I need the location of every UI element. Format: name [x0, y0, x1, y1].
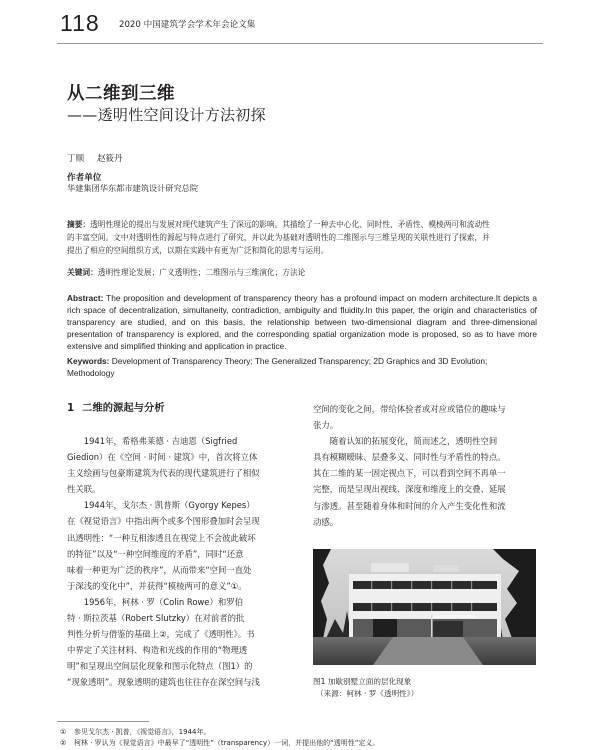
body-line: 于深浅的变化中”，并获得“模棱两可的意义”①。 — [67, 580, 247, 591]
affiliation-label: 作者单位 — [67, 173, 102, 183]
author-name: 赵筱丹 — [96, 154, 123, 164]
body-line: 明”和呈现出空间层化现象和图示化特点（图1）的 — [67, 661, 253, 672]
author-list — [67, 152, 133, 164]
abstract-en-text: The proposition and development of transparency theory has a profound impact on modern architecture.It depicts a rich space of decentralization, simultaneity, contradiction, ambiguity and fluidity.In this paper, the origin and characteristics of transparency are studied, and on this basis, the relationship between two-dimensional diagram and three-dimensional presentation of transparency is explored, and the corresponding spatial organization mode is proposed, so as to have more extensive and simplified thinking and application in practice. — [67, 293, 537, 352]
abstract-cn — [67, 218, 537, 257]
body-line: 具有模糊暧昧、层叠多义、同时性与矛盾性的特点。 — [313, 452, 506, 463]
keywords-en-label: Keywords: — [67, 356, 110, 366]
body-line: 空间的变化之间，带给体验者或对应或错位的趣味与 — [313, 404, 506, 414]
body-line: 判性分析与借鉴的基础上②，完成了《透明性》。书 — [67, 629, 255, 640]
running-head: 2020 中国建筑学会学术年会论文集 — [119, 20, 256, 30]
body-line: 完整，而是呈现出视线、深度和维度上的交叠、延展 — [313, 484, 506, 495]
body-line: 与渗透。甚至随着身体和时间的介入产生变化性和流 — [313, 500, 506, 511]
body-line: 动感。 — [313, 516, 339, 527]
page-number: 118 — [60, 10, 100, 36]
abstract-en — [67, 292, 537, 352]
affiliation: 华建集团华东都市建筑设计研究总院 — [67, 183, 199, 193]
footnote-rule — [57, 721, 149, 722]
body-line: 1956年，柯林 · 罗（Colin Rowe）和罗伯 — [67, 596, 243, 607]
abstract-cn-line: 透明性理论的提出与发展对现代建筑产生了深远的影响。其描绘了一种去中心化、同时性、矛盾性、模棱两可和流动性 — [90, 220, 490, 229]
villa-facade-illustration — [313, 549, 536, 665]
footnote — [60, 727, 379, 738]
body-line: 1941年，希格弗莱德 · 吉迪恩（Sigfried — [67, 436, 238, 446]
header-rule — [57, 43, 543, 44]
figure-caption — [313, 676, 418, 700]
body-line: 的特征”以及“一种空间维度的矛盾”，同时“还意 — [67, 548, 244, 559]
body-line: 1944年，戈尔杰 · 凯普斯（Gyorgy Kepes） — [67, 500, 255, 511]
body-line: 随着认知的拓展变化，简而述之，透明性空间 — [313, 436, 498, 447]
paper-subtitle: ——透明性空间设计方法初探 — [67, 106, 266, 124]
footnote-text: 柯林 · 罗认为《视觉语言》中最早了“透明性”（transparency）一词，并提出他的“透明性”定义。 — [74, 739, 380, 747]
footnotes — [60, 727, 379, 749]
abstract-cn-line: 的丰富空间。文中对透明性的源起与特点进行了研究，并以此为基础对透明性的二维图示与三维呈现的关联性进行了探索，并 — [67, 233, 490, 242]
section-number: 1 — [67, 402, 75, 414]
footnote — [60, 738, 379, 749]
body-column-left — [67, 433, 311, 691]
author-name: 丁顺 — [67, 154, 85, 164]
paper-title: 从二维到三维 — [67, 84, 175, 104]
footnote-mark: ② — [60, 739, 67, 747]
body-line: Giedion）在《空间 · 时间 · 建筑》中，首次将立体 — [67, 452, 258, 463]
body-line: 在《视觉语言》中指出两个或多个图形叠加时会呈现 — [67, 516, 260, 527]
section-title: 二维的源起与分析 — [82, 402, 165, 414]
body-line: 特 · 斯拉茨基（Robert Slutzky）在对前者的批 — [67, 613, 245, 624]
footnote-mark: ① — [60, 728, 67, 736]
footnote-text: 参见戈尔杰 · 凯普，《视觉语言》，1944年。 — [74, 728, 211, 736]
body-line: 中界定了关注材料、构造和光线的作用的“物理透 — [67, 645, 248, 656]
section-heading — [67, 399, 165, 414]
body-line: 味着一种更为广泛的秩序”，从而带来“空间一直处 — [67, 564, 252, 575]
keywords-cn-text: 透明性理论发展；广义透明性；二维图示与三维演化；方法论 — [97, 268, 306, 277]
keywords-en — [67, 355, 537, 379]
figure-caption-source: （来源：柯林 · 罗《透明性》） — [316, 689, 419, 698]
body-line: 张力。 — [313, 420, 339, 431]
keywords-cn-label: 关键词： — [67, 268, 98, 277]
body-line: “现象透明”。现象透明的建筑也往往存在深空间与浅 — [67, 677, 260, 688]
abstract-cn-label: 摘要： — [67, 220, 91, 229]
body-line: 主义绘画与包豪斯建筑为代表的现代建筑进行了相似 — [67, 468, 260, 479]
keywords-en-text: Development of Transparency Theory; The Generalized Transparency; 2D Graphics and 3D Evolution; Methodology — [67, 356, 488, 379]
figure-photo — [313, 549, 536, 665]
body-line: 出透明性：“一种互相渗透且在视觉上不会彼此破坏 — [67, 532, 256, 543]
abstract-cn-line: 提出了相应的空间组织方式，以期在实践中有更为广泛和简化的思考与运用。 — [67, 246, 329, 255]
abstract-en-label: Abstract: — [67, 293, 104, 303]
body-line: 性关联。 — [67, 484, 101, 495]
body-column-right — [313, 401, 539, 530]
figure-caption-title: 图1 加歇别墅立面的层化现象 — [313, 677, 412, 686]
keywords-cn — [67, 267, 537, 278]
body-line: 其在二维的某一固定视点下，可以看到空间不再单一 — [313, 468, 506, 479]
